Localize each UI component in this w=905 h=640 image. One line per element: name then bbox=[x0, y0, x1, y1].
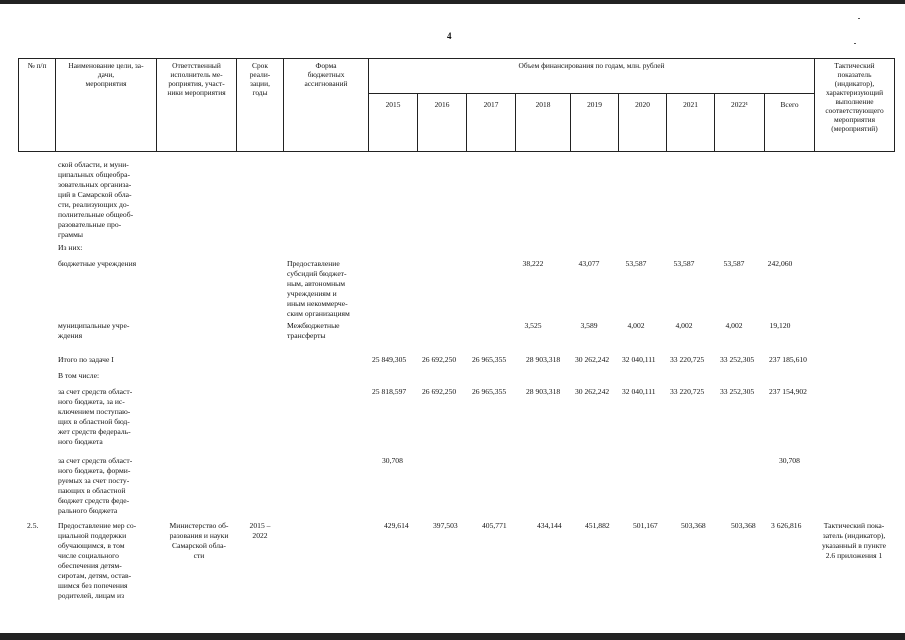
year-2019: 2019 bbox=[587, 100, 602, 109]
value-cell: 503,368 bbox=[731, 521, 756, 530]
value-cell: 28 903,318 bbox=[526, 387, 561, 396]
header-volume: Объем финансирования по годам, млн. рублей bbox=[518, 61, 665, 70]
including-label: В том числе: bbox=[58, 371, 100, 380]
scan-border-top bbox=[0, 0, 905, 4]
value-cell: 19,120 bbox=[769, 321, 791, 330]
value-cell: 33 252,305 bbox=[720, 387, 755, 396]
value-cell: 405,771 bbox=[482, 521, 507, 530]
value-cell: 451,882 bbox=[585, 521, 610, 530]
value-cell: 25 849,305 bbox=[372, 355, 407, 364]
item-2-5-name: Предоставление мер со- циальной поддержки обучающимся, в том числе социального обеспечения детям- сиротам, детям, остав- шимся без попечения родителей, лицам из bbox=[58, 521, 137, 600]
header-form: Форма бюджетных ассигнований bbox=[304, 61, 348, 88]
value-cell: 53,587 bbox=[625, 259, 647, 268]
item-2-5-indicator: Тактический пока- затель (индикатор), указанный в пункте 2.6 приложения 1 bbox=[822, 521, 886, 560]
value-cell: 4,002 bbox=[627, 321, 645, 330]
value-cell: 242,060 bbox=[767, 259, 793, 268]
item-2-5-number: 2.5. bbox=[27, 521, 39, 530]
value-cell: 503,368 bbox=[681, 521, 706, 530]
year-2021: 2021 bbox=[683, 100, 698, 109]
value-cell: 237 185,610 bbox=[769, 355, 807, 364]
value-cell: 501,167 bbox=[633, 521, 658, 530]
value-cell: 3,525 bbox=[524, 321, 542, 330]
value-cell: 3 626,816 bbox=[771, 521, 802, 530]
municipal-name: муниципальные учре- ждения bbox=[58, 321, 130, 340]
continued-name-text: ской области, и муни- ципальных общеобра- зовательных организа- ций в Самарской обла- сти, реализующих до- полнительные общеоб- разовательные про- граммы bbox=[58, 160, 134, 239]
budget-institutions-name: бюджетные учреждения bbox=[58, 259, 137, 268]
item-2-5-term: 2015 – 2022 bbox=[249, 521, 271, 540]
year-2017: 2017 bbox=[483, 100, 499, 109]
year-2020: 2020 bbox=[635, 100, 650, 109]
header-indicator: Тактический показатель (индикатор), характеризующий выполнение соответствующего мероприятия (мероприятий) bbox=[825, 61, 884, 133]
header-executor: Ответственный исполнитель ме- роприятия, участ- ники мероприятия bbox=[167, 61, 226, 97]
municipal-form: Межбюджетные трансферты bbox=[287, 321, 340, 340]
scan-speck bbox=[858, 18, 860, 19]
table-header bbox=[18, 58, 895, 152]
value-cell: 43,077 bbox=[578, 259, 600, 268]
value-cell: 38,222 bbox=[522, 259, 544, 268]
value-cell: 26 965,355 bbox=[472, 355, 507, 364]
header-term: Срок реали- зации, годы bbox=[249, 61, 271, 97]
value-cell: 26 965,355 bbox=[472, 387, 507, 396]
regional-budget-name: за счет средств област- ного бюджета, за ис- ключением поступаю- щих в областной бюд- жет средств федераль- ного бюджета bbox=[58, 387, 133, 446]
value-cell: 32 040,111 bbox=[622, 387, 656, 396]
value-cell: 32 040,111 bbox=[622, 355, 656, 364]
value-cell: 33 252,305 bbox=[720, 355, 755, 364]
header-name: Наименование цели, за- дачи, мероприятия bbox=[68, 61, 144, 88]
value-cell: 4,002 bbox=[725, 321, 743, 330]
value-cell: 3,589 bbox=[580, 321, 598, 330]
year-2015: 2015 bbox=[385, 100, 401, 109]
value-cell: 25 818,597 bbox=[372, 387, 407, 396]
value-cell: 53,587 bbox=[723, 259, 745, 268]
value-cell: 53,587 bbox=[673, 259, 695, 268]
value-cell: 33 220,725 bbox=[670, 355, 705, 364]
value-cell: 397,503 bbox=[433, 521, 458, 530]
iz-nih-label: Из них: bbox=[58, 243, 83, 252]
item-2-5-executor: Министерство об- разования и науки Самарской обла- сти bbox=[169, 521, 229, 560]
year-total: Всего bbox=[780, 100, 799, 109]
scan-border-bottom bbox=[0, 633, 905, 640]
value-cell: 30,708 bbox=[779, 456, 800, 465]
year-2016: 2016 bbox=[434, 100, 450, 109]
value-cell: 28 903,318 bbox=[526, 355, 561, 364]
year-2022: 2022¹ bbox=[731, 100, 748, 109]
value-cell: 4,002 bbox=[675, 321, 693, 330]
page-number: 4 bbox=[447, 31, 452, 41]
value-cell: 26 692,250 bbox=[422, 387, 457, 396]
value-cell: 30 262,242 bbox=[575, 387, 610, 396]
total-task-name: Итого по задаче I bbox=[58, 355, 114, 364]
header-num: № п/п bbox=[27, 61, 47, 70]
scan-speck bbox=[854, 43, 856, 44]
federal-transfers-name: за счет средств област- ного бюджета, форми- руемых за счет посту- пающих в областной бюджет средств феде- рального бюджета bbox=[58, 456, 133, 515]
budget-institutions-form: Предоставление субсидий бюджет- ным, автономным учреждениям и иным некоммерче- ским организациям bbox=[287, 259, 350, 318]
value-cell: 429,614 bbox=[384, 521, 409, 530]
value-cell: 33 220,725 bbox=[670, 387, 705, 396]
value-cell: 26 692,250 bbox=[422, 355, 457, 364]
value-cell: 30,708 bbox=[382, 456, 403, 465]
year-2018: 2018 bbox=[535, 100, 551, 109]
value-cell: 434,144 bbox=[537, 521, 562, 530]
value-cell: 30 262,242 bbox=[575, 355, 610, 364]
value-cell: 237 154,902 bbox=[769, 387, 807, 396]
